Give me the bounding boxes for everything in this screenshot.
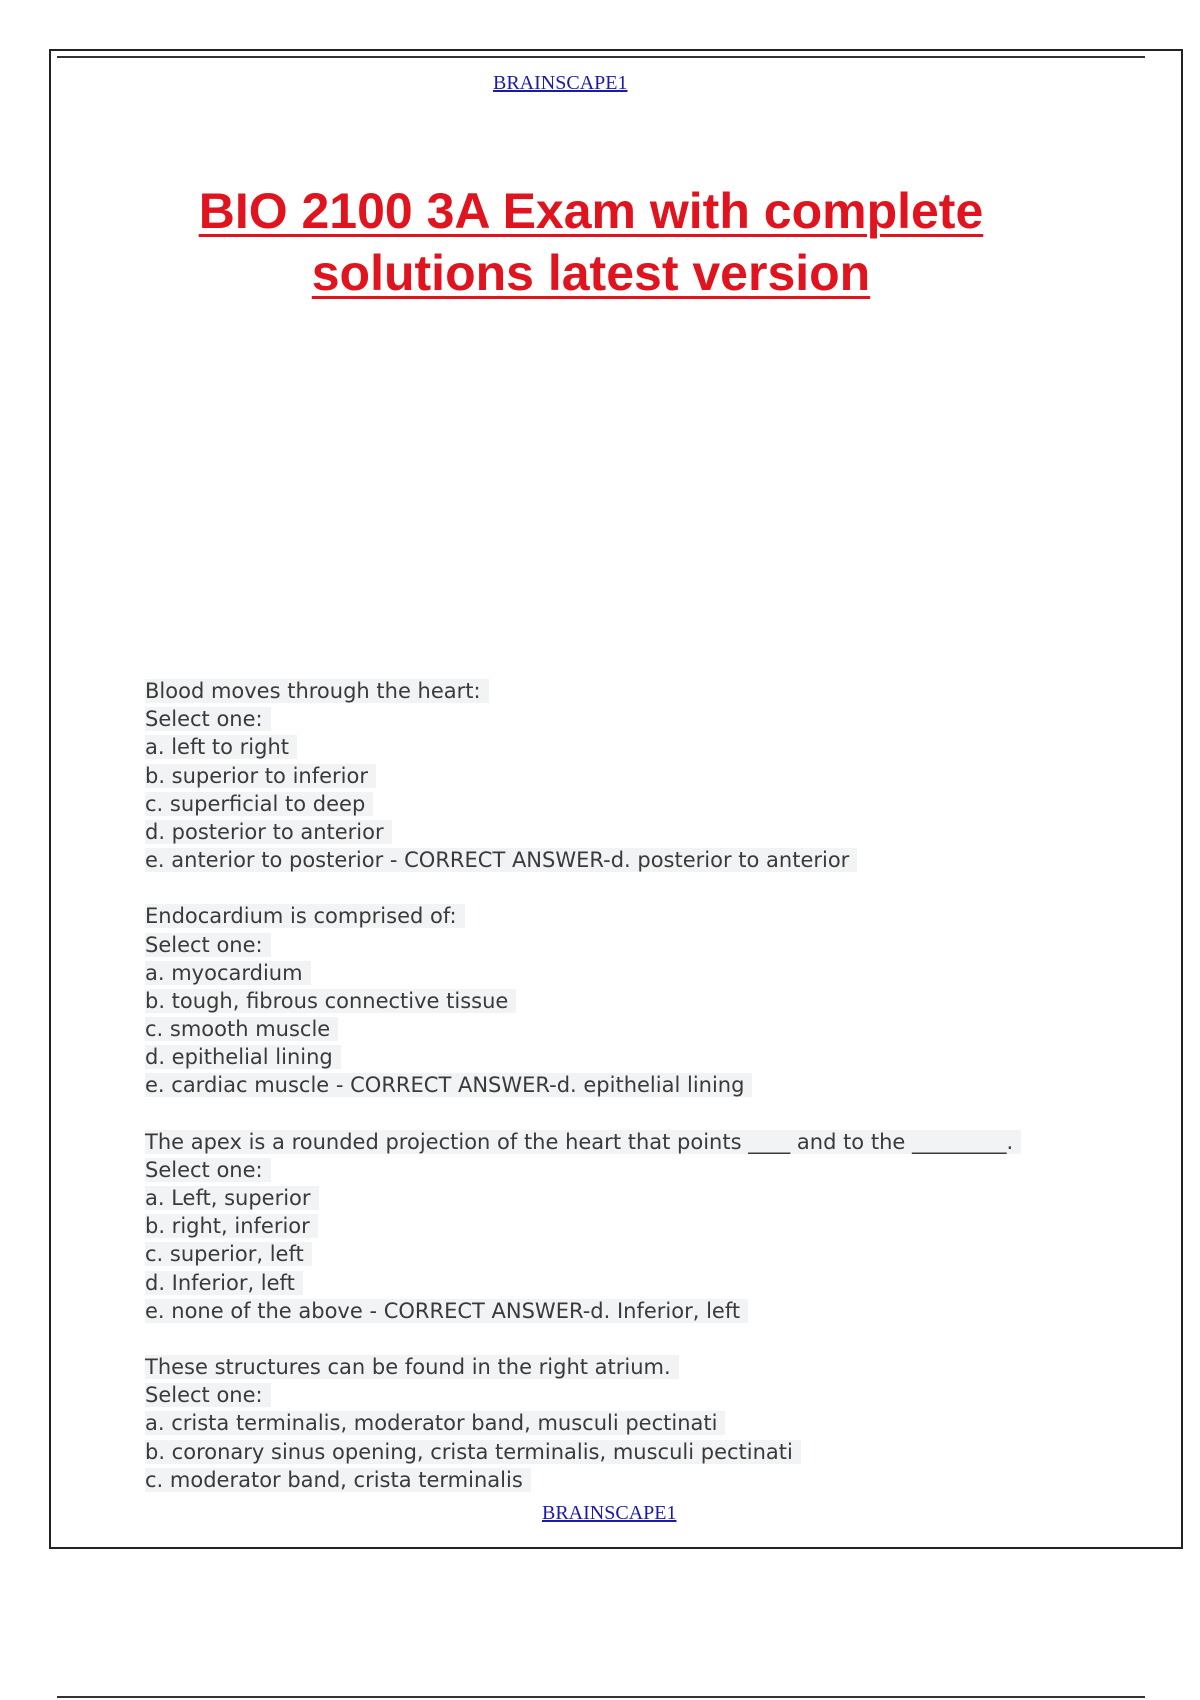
question-4-option-c: c. moderator band, crista terminalis	[145, 1466, 1145, 1494]
question-list	[145, 677, 1145, 1522]
title-line-1: BIO 2100 3A Exam with complete	[198, 183, 984, 239]
question-1-option-d: d. posterior to anterior	[145, 818, 1145, 846]
question-3-option-b: b. right, inferior	[145, 1212, 1145, 1240]
question-2-option-c: c. smooth muscle	[145, 1015, 1145, 1043]
document-title	[150, 180, 1032, 304]
question-1-option-c: c. superficial to deep	[145, 790, 1145, 818]
top-divider	[57, 56, 1145, 58]
question-block-1	[145, 677, 1145, 874]
title-line-2: solutions latest version	[311, 245, 871, 301]
question-2-option-d: d. epithelial lining	[145, 1043, 1145, 1071]
question-2-option-e-answer: e. cardiac muscle - CORRECT ANSWER-d. epithelial lining	[145, 1071, 1145, 1099]
question-2-option-b: b. tough, fibrous connective tissue	[145, 987, 1145, 1015]
question-1-option-b: b. superior to inferior	[145, 762, 1145, 790]
question-block-4	[145, 1353, 1145, 1494]
question-1-option-a: a. left to right	[145, 733, 1145, 761]
question-3-instruction: Select one:	[145, 1156, 1145, 1184]
question-3-option-a: a. Left, superior	[145, 1184, 1145, 1212]
question-4-option-a: a. crista terminalis, moderator band, musculi pectinati	[145, 1409, 1145, 1437]
question-2-instruction: Select one:	[145, 931, 1145, 959]
question-1-instruction: Select one:	[145, 705, 1145, 733]
bottom-divider	[57, 1696, 1145, 1698]
question-2-prompt: Endocardium is comprised of:	[145, 902, 1145, 930]
header-brainscape-link[interactable]: BRAINSCAPE1	[493, 72, 628, 94]
footer-brainscape-link[interactable]: BRAINSCAPE1	[542, 1502, 677, 1524]
question-3-option-e-answer: e. none of the above - CORRECT ANSWER-d. Inferior, left	[145, 1297, 1145, 1325]
question-4-instruction: Select one:	[145, 1381, 1145, 1409]
question-3-prompt: The apex is a rounded projection of the heart that points ____ and to the _________.	[145, 1128, 1145, 1156]
question-3-option-d: d. Inferior, left	[145, 1269, 1145, 1297]
question-1-option-e-answer: e. anterior to posterior - CORRECT ANSWER-d. posterior to anterior	[145, 846, 1145, 874]
question-block-2	[145, 902, 1145, 1099]
question-block-3	[145, 1128, 1145, 1325]
question-4-prompt: These structures can be found in the right atrium.	[145, 1353, 1145, 1381]
question-3-option-c: c. superior, left	[145, 1240, 1145, 1268]
question-2-option-a: a. myocardium	[145, 959, 1145, 987]
question-4-option-b: b. coronary sinus opening, crista terminalis, musculi pectinati	[145, 1438, 1145, 1466]
question-1-prompt: Blood moves through the heart:	[145, 677, 1145, 705]
